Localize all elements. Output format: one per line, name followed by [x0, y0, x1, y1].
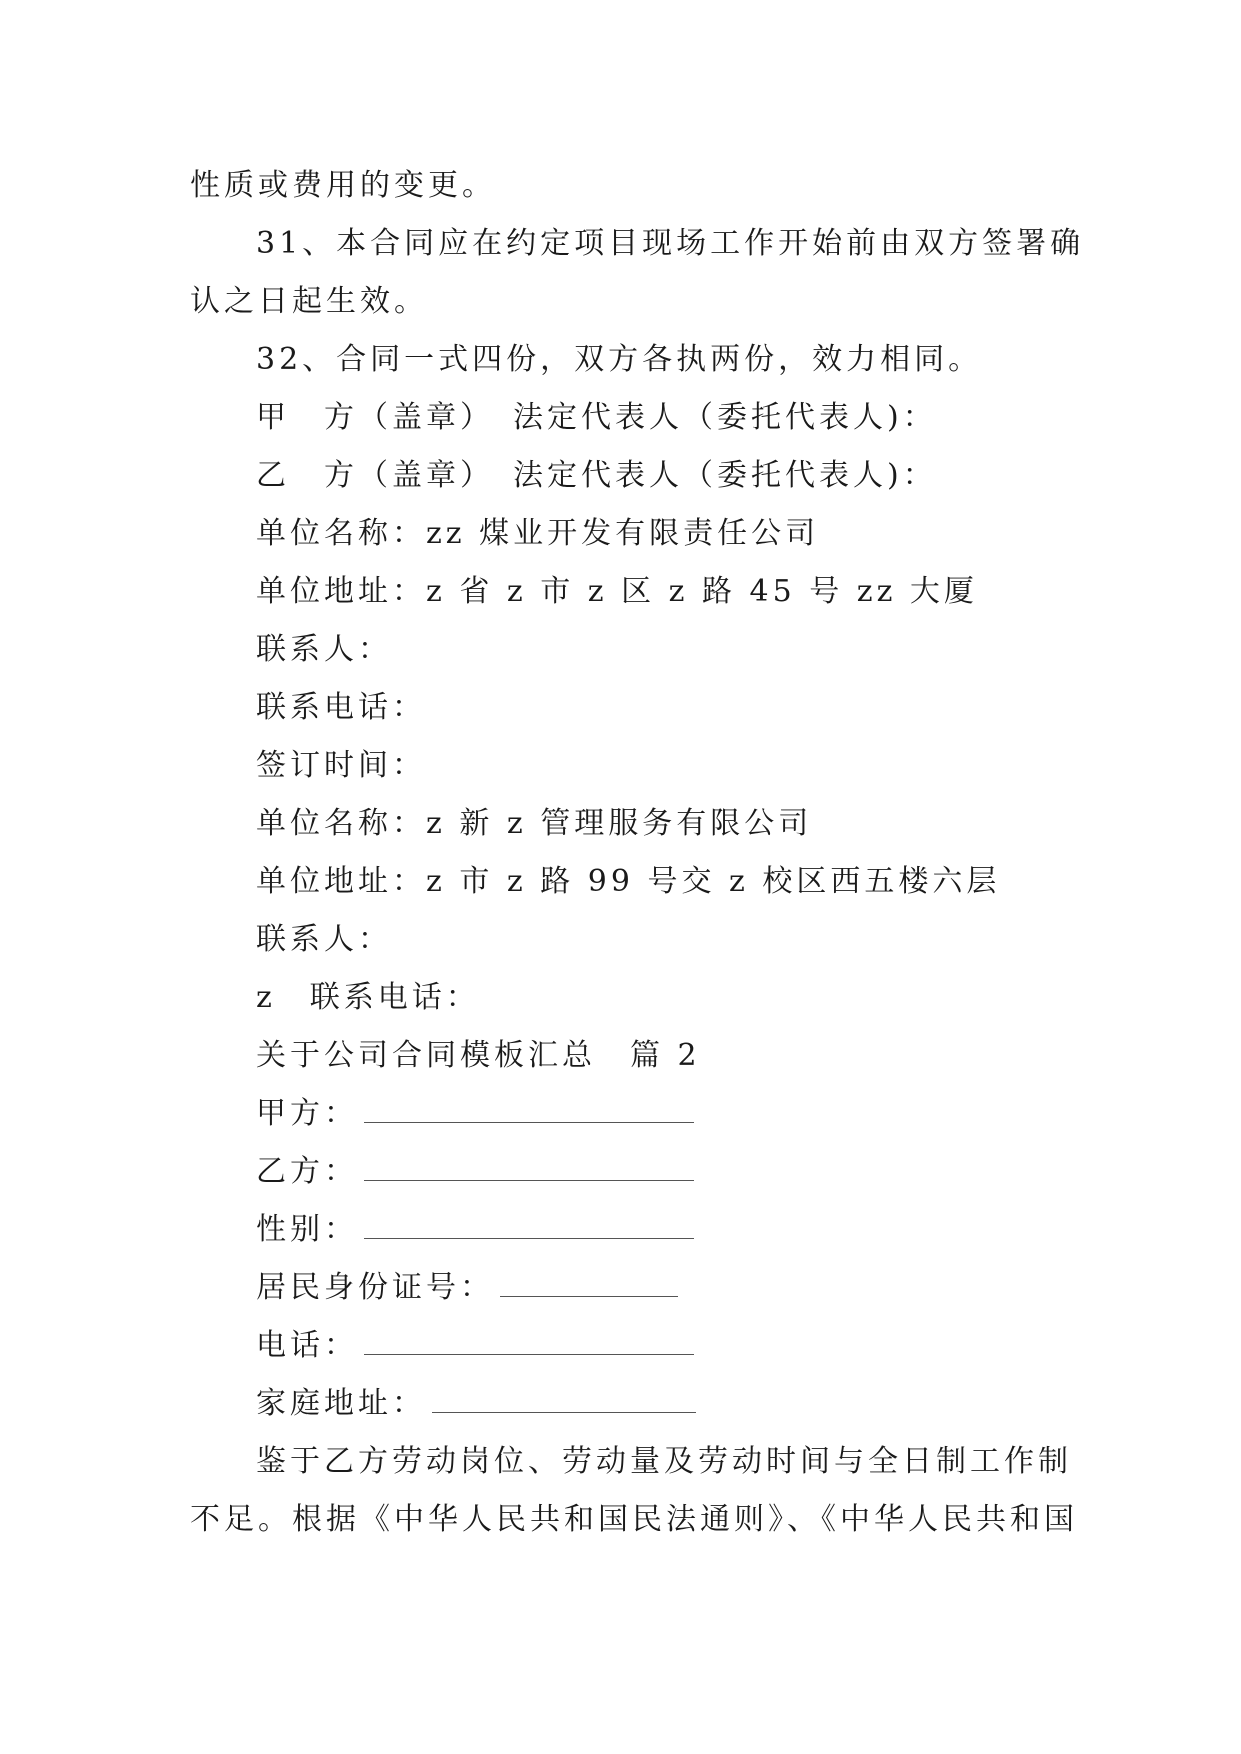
field-phone [256, 1326, 694, 1366]
closing-paragraph-line: 鉴于乙方劳动岗位、劳动量及劳动时间与全日制工作制 [256, 1444, 1072, 1479]
company-name-a: 单位名称：zz 煤业开发有限责任公司 [256, 516, 820, 551]
paragraph-line: 认之日起生效。 [190, 284, 428, 319]
party-a-signature-line: 甲 方（盖章） 法定代表人（委托代表人)： [256, 400, 937, 435]
paragraph-line: 性质或费用的变更。 [190, 168, 496, 203]
field-label: 电话： [256, 1328, 358, 1363]
closing-paragraph-line: 不足。根据《中华人民共和国民法通则》、《中华人民共和国 [190, 1502, 1078, 1537]
contact-person-b: 联系人： [256, 922, 392, 957]
contact-phone-b: z 联系电话： [256, 980, 480, 1015]
blank-line [364, 1212, 694, 1239]
blank-line [500, 1270, 678, 1297]
contact-person-a: 联系人： [256, 632, 392, 667]
blank-line [432, 1386, 696, 1413]
party-b-signature-line: 乙 方（盖章） 法定代表人（委托代表人)： [256, 458, 937, 493]
field-label: 乙方： [256, 1154, 358, 1189]
field-home-address [256, 1384, 696, 1424]
field-id-number [256, 1268, 678, 1308]
contact-phone-a: 联系电话： [256, 690, 426, 725]
field-gender [256, 1210, 694, 1250]
blank-line [364, 1328, 694, 1355]
blank-line [364, 1096, 694, 1123]
field-label: 居民身份证号： [256, 1270, 494, 1305]
clause-31: 31、本合同应在约定项目现场工作开始前由双方签署确 [256, 226, 1085, 261]
signing-date: 签订时间： [256, 748, 426, 783]
company-address-a: 单位地址：z 省 z 市 z 区 z 路 45 号 zz 大厦 [256, 574, 978, 609]
blank-line [364, 1154, 694, 1181]
company-name-b: 单位名称：z 新 z 管理服务有限公司 [256, 806, 813, 841]
field-label: 家庭地址： [256, 1386, 426, 1421]
field-party-b [256, 1152, 694, 1192]
clause-32: 32、合同一式四份，双方各执两份，效力相同。 [256, 342, 983, 377]
field-party-a [256, 1094, 694, 1134]
section-heading: 关于公司合同模板汇总 篇 2 [256, 1038, 701, 1073]
field-label: 甲方： [256, 1096, 358, 1131]
company-address-b: 单位地址：z 市 z 路 99 号交 z 校区西五楼六层 [256, 864, 1001, 899]
field-label: 性别： [256, 1212, 358, 1247]
